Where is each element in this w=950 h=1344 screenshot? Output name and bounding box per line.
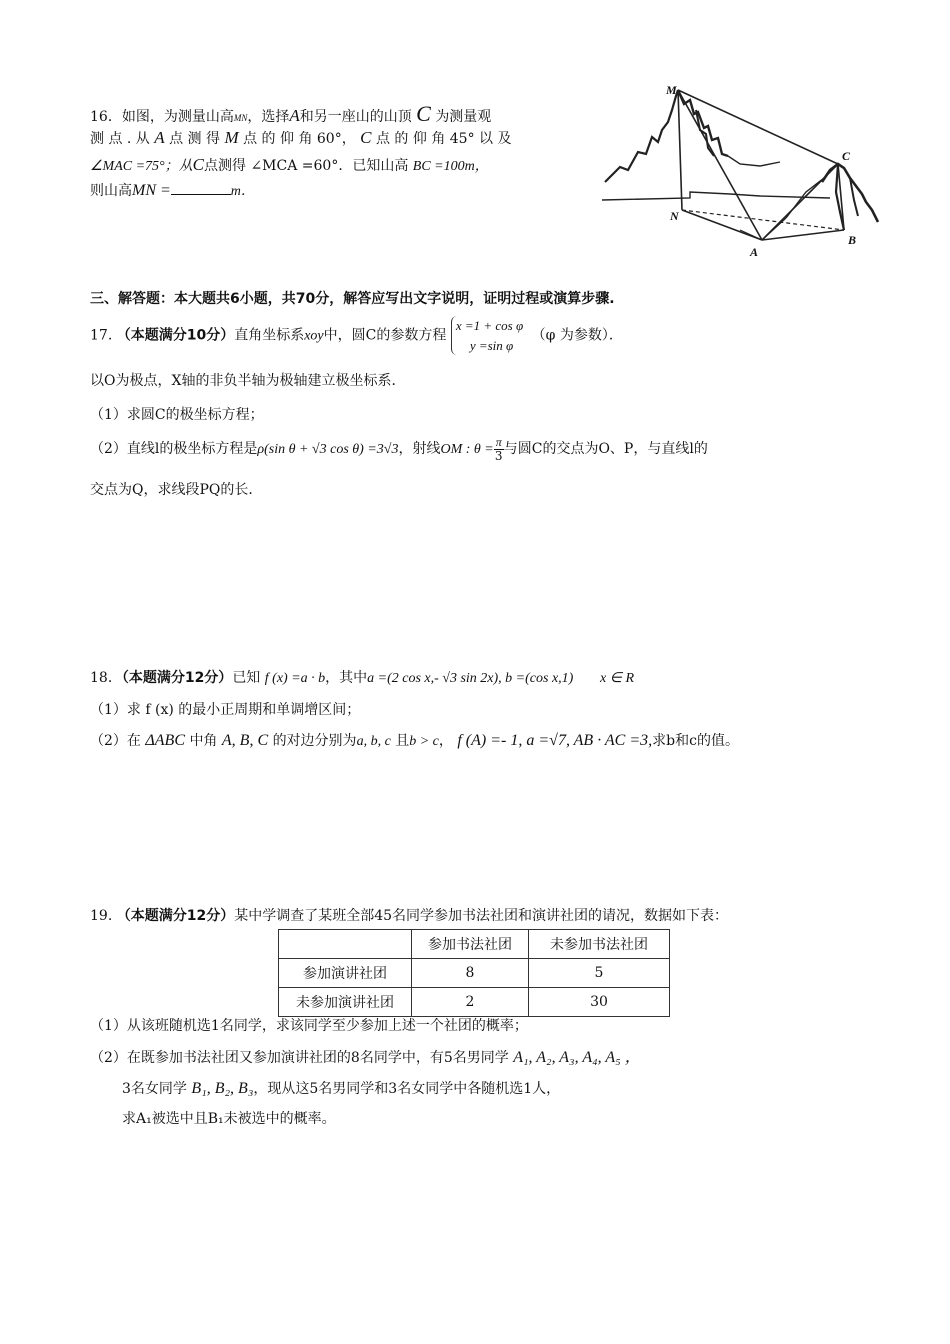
- table-cell: 5: [529, 959, 670, 988]
- q19-part1: （1）从该班随机选1名同学，求该同学至少参加上述一个社团的概率；: [90, 1018, 528, 1034]
- q17-part2-cont: 交点为Q，求线段PQ的长．: [90, 482, 263, 498]
- table-header-cell: [279, 930, 412, 959]
- fig-label-C: C: [842, 149, 851, 163]
- q18-part2: （2）在 ΔABC 中角 A, B, C 的对边分别为a, b, c 且b > c， f (A) =- 1, a =√7, AB · AC =3,求b和c的值。: [90, 732, 739, 749]
- q16-line4: 则山高MN = m．: [90, 182, 255, 199]
- q17-line1: 17. （本题满分10分）直角坐标系xoy中，圆C的参数方程 x =1 + cos φ y =sin φ （φ 为参数）．: [90, 316, 623, 355]
- section-3-heading: 三、解答题：本大题共6小题，共70分，解答应写出文字说明，证明过程或演算步骤.: [90, 291, 615, 307]
- q19-line1: 19. （本题满分12分）某中学调查了某班全部45名同学参加书法社团和演讲社团的请况，数据如下表：: [90, 908, 729, 924]
- table-row: [279, 959, 670, 988]
- q19-part2: （2）在既参加书法社团又参加演讲社团的8名同学中，有5名男同学 A₁, A₂, A₃, A₄, A₅ ，: [90, 1049, 641, 1066]
- fig-label-B: B: [848, 233, 857, 247]
- q16-line1: 16．如图，为测量山高MN，选择A和另一座山的山顶 C 为测量观: [90, 101, 492, 126]
- fig-label-A: A: [750, 245, 759, 259]
- table-cell: 未参加演讲社团: [279, 988, 412, 1017]
- fig-label-M: M: [666, 83, 677, 97]
- table-header-row: [279, 930, 670, 959]
- mountain-figure: [600, 82, 890, 262]
- table-cell: 2: [412, 988, 529, 1017]
- table-row: [279, 988, 670, 1017]
- club-data-table: [278, 929, 670, 1017]
- q17-part1: （1）求圆C的极坐标方程；: [90, 407, 264, 423]
- q18-part1: （1）求 f (x) 的最小正周期和单调增区间；: [90, 702, 361, 718]
- table-cell: 30: [529, 988, 670, 1017]
- q16-line3: ∠MAC =75°；从C点测得 ∠MCA =60°．已知山高 BC =100m，: [90, 155, 489, 174]
- q19-part2-line3: 求A₁被选中且B₁未被选中的概率。: [122, 1111, 336, 1127]
- table-header-cell: 未参加书法社团: [529, 930, 670, 959]
- answer-blank[interactable]: [171, 181, 231, 195]
- q17-part2: （2）直线l的极坐标方程是ρ(sin θ + √3 cos θ) =3√3，射线OM : θ = $\frac{\pi}{3}$ 与圆C的交点为O、P，与直线l的: [90, 435, 708, 463]
- q18-line1: 18．（本题满分12分）已知 f (x) =a · b，其中a =(2 cos x,- √3 sin 2x), b =(cos x,1) x ∈ R: [90, 670, 635, 686]
- table-cell: 参加演讲社团: [279, 959, 412, 988]
- q16-line2: 测 点 . 从 A 点 测 得 M 点 的 仰 角 60°， C 点 的 仰 角 45° 以 及: [90, 128, 512, 147]
- q17-line2: 以O为极点，X轴的非负半轴为极轴建立极坐标系．: [90, 373, 406, 389]
- fig-label-N: N: [670, 209, 679, 223]
- table-cell: 8: [412, 959, 529, 988]
- parametric-equation: x =1 + cos φ y =sin φ: [451, 316, 527, 355]
- table-header-cell: 参加书法社团: [412, 930, 529, 959]
- q19-part2-line2: 3名女同学 B₁, B₂, B₃，现从这5名男同学和3名女同学中各随机选1人，: [122, 1080, 561, 1097]
